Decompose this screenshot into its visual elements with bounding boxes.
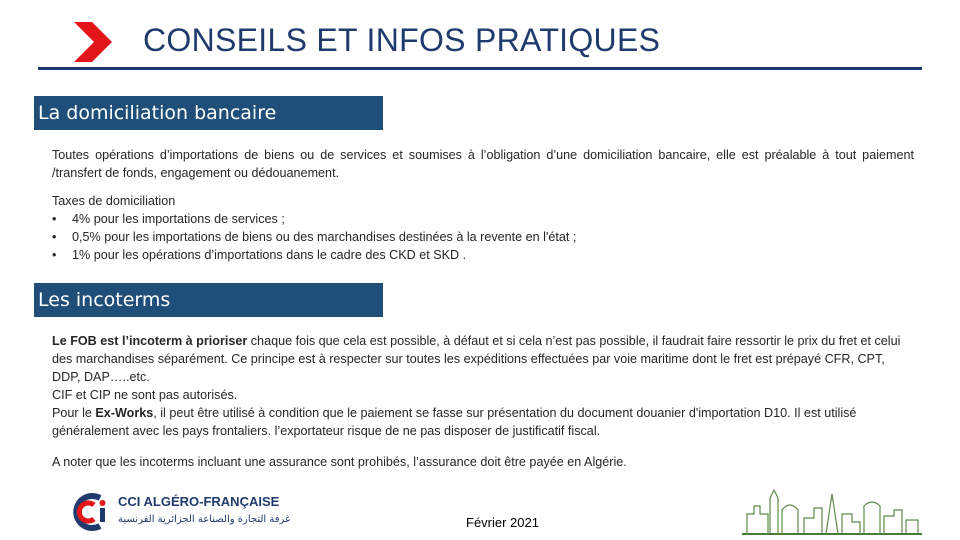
cci-logo-icon [70, 490, 114, 534]
list-item [52, 246, 914, 264]
city-skyline-icon [742, 484, 922, 536]
incoterms-paragraph [52, 332, 914, 440]
incoterms-exworks-text [52, 404, 914, 440]
exworks-start: Pour le [52, 406, 96, 420]
red-chevron-icon [70, 20, 114, 64]
cci-logo [70, 490, 290, 536]
list-item-text: 4% pour les importations de services ; [72, 212, 285, 226]
fob-emphasis: Le FOB est l’incoterm à prioriser [52, 334, 248, 348]
section-heading-domiciliation: La domiciliation bancaire [34, 96, 383, 130]
bullet-icon: • [52, 212, 57, 226]
list-item [52, 210, 914, 228]
bullet-icon: • [52, 230, 57, 244]
list-item-text: 1% pour les opérations d’importations dans le cadre des CKD et SKD . [72, 248, 467, 262]
page-title: CONSEILS ET INFOS PRATIQUES [143, 22, 661, 58]
taxes-title: Taxes de domiciliation [52, 194, 176, 208]
bullet-icon: • [52, 248, 57, 262]
taxes-block [52, 192, 914, 264]
incoterms-fob-text [52, 332, 914, 386]
logo-arabic-name: غرفة التجارة والصناعة الجزائرية الفرنسية [118, 514, 291, 525]
fob-rest: chaque fois que cela est possible, à défaut et si cela n’est pas possible, il faudrait faire ressortir le prix du fret et celui des marchandises séparément. Ce principe est à respecter sur toutes les expéditions effectuées par voie maritime dont le fret est prépayé CFR, CPT, DDP, DAP…..etc. [52, 334, 901, 384]
taxes-list [52, 210, 914, 264]
list-item-text: 0,5% pour les importations de biens ou des marchandises destinées à la revente en l'état ; [72, 230, 577, 244]
title-divider [38, 67, 922, 70]
footer-date: Février 2021 [466, 515, 539, 530]
logo-name: CCI ALGÉRO-FRANÇAISE [118, 494, 280, 509]
exworks-emphasis: Ex-Works [95, 406, 154, 420]
domiciliation-paragraph: Toutes opérations d’importations de biens ou de services et soumises à l’obligation d’une domiciliation bancaire, elle est préalable à tout paiement /transfert de fonds, engagement ou dédouanement. [52, 148, 914, 180]
insurance-note: A noter que les incoterms incluant une assurance sont prohibés, l’assurance doit être payée en Algérie. [52, 455, 627, 469]
section-heading-incoterms: Les incoterms [34, 283, 383, 317]
incoterms-cif-text: CIF et CIP ne sont pas autorisés. [52, 388, 238, 402]
exworks-rest: , il peut être utilisé à condition que le paiement se fasse sur présentation du document douanier d'importation D10. Il est utilisé généralement avec les pays frontaliers. l’exportateur risque de ne pas disposer de justificatif fiscal. [52, 406, 857, 438]
list-item [52, 228, 914, 246]
